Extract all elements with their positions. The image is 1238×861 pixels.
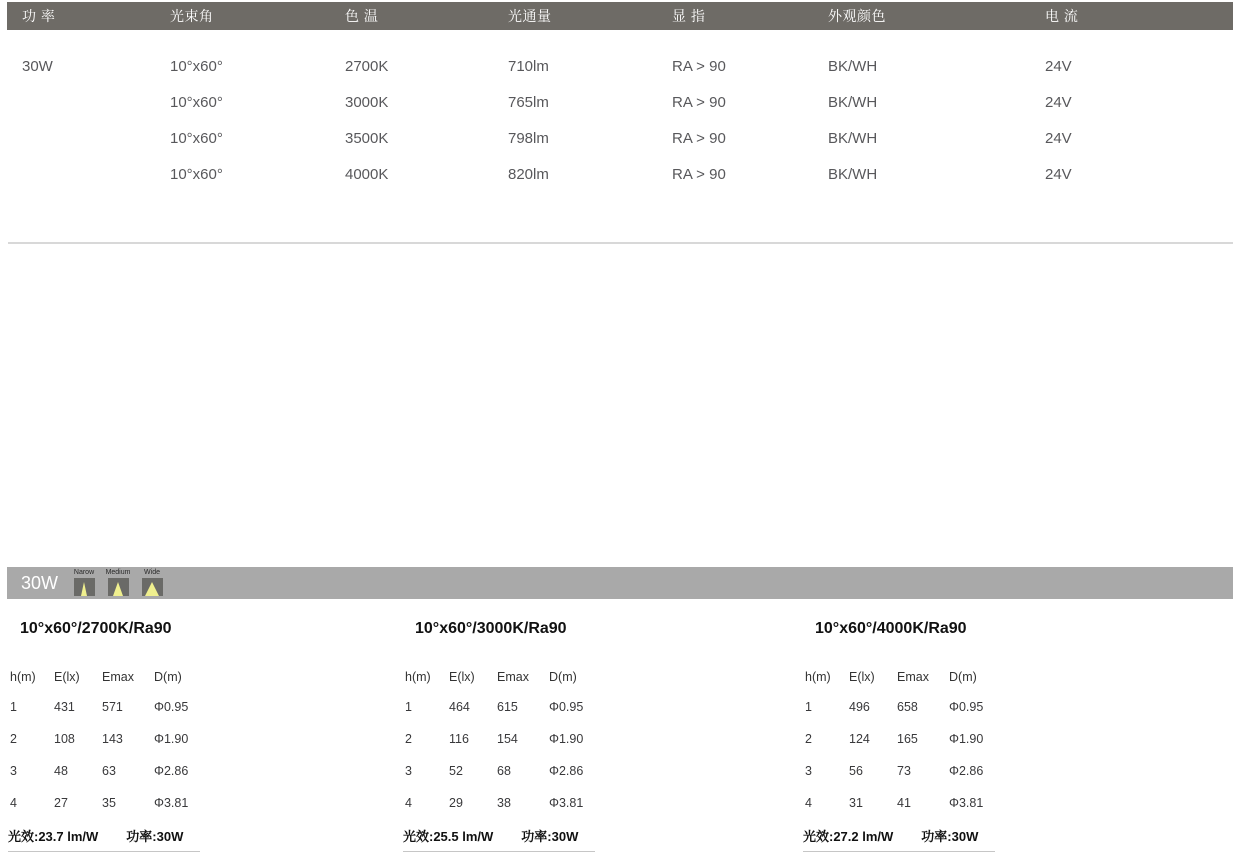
- val-lux: 464: [449, 700, 470, 714]
- cell-beam-angle: 10°x60°: [170, 129, 223, 147]
- val-emax: 73: [897, 764, 911, 778]
- photometric-table-title: 10°x60°/4000K/Ra90: [815, 620, 967, 637]
- cell-current: 24V: [1045, 165, 1072, 183]
- col-lux: E(lx): [449, 670, 475, 684]
- photometric-table-2700k: [8, 612, 248, 858]
- val-emax: 35: [102, 796, 116, 810]
- val-height: 1: [405, 700, 412, 714]
- cell-beam-angle: 10°x60°: [170, 165, 223, 183]
- wide-beam-label: Wide: [144, 569, 160, 576]
- cell-finish: BK/WH: [828, 93, 878, 111]
- col-height: h(m): [10, 670, 36, 684]
- val-height: 4: [805, 796, 812, 810]
- col-diameter: D(m): [949, 670, 977, 684]
- spec-table-row: [7, 89, 1233, 115]
- narrow-beam-icon: [72, 568, 96, 596]
- col-emax: Emax: [102, 670, 134, 684]
- cell-cct: 4000K: [345, 165, 389, 183]
- photometric-row: [8, 796, 248, 810]
- spec-table-row: [7, 125, 1233, 151]
- photometric-footer: [803, 826, 995, 852]
- cell-beam-angle: 10°x60°: [170, 93, 223, 111]
- cell-power: 30W: [22, 57, 53, 75]
- spec-table-row: [7, 161, 1233, 187]
- photometric-row: [403, 796, 643, 810]
- photometric-row: [8, 764, 248, 778]
- val-height: 2: [405, 732, 412, 746]
- medium-beam-glyph: [108, 578, 129, 596]
- cell-cri: RA > 90: [672, 165, 726, 183]
- val-diameter: Φ2.86: [949, 764, 984, 778]
- val-diameter: Φ1.90: [949, 732, 984, 746]
- val-height: 2: [805, 732, 812, 746]
- val-lux: 29: [449, 796, 463, 810]
- val-height: 3: [405, 764, 412, 778]
- section-divider: [8, 242, 1233, 244]
- val-emax: 41: [897, 796, 911, 810]
- cell-cct: 3500K: [345, 129, 389, 147]
- val-lux: 27: [54, 796, 68, 810]
- spec-header-beam-angle: 光束角: [170, 8, 214, 24]
- val-lux: 56: [849, 764, 863, 778]
- photometric-footer: [8, 826, 200, 852]
- photometric-row: [803, 796, 1043, 810]
- val-height: 1: [805, 700, 812, 714]
- section-power-label: 30W: [21, 573, 59, 593]
- val-diameter: Φ2.86: [549, 764, 584, 778]
- spec-header-flux: 光通量: [508, 8, 552, 24]
- val-diameter: Φ3.81: [949, 796, 984, 810]
- cell-cct: 2700K: [345, 57, 389, 75]
- cell-finish: BK/WH: [828, 129, 878, 147]
- val-diameter: Φ1.90: [154, 732, 189, 746]
- col-lux: E(lx): [54, 670, 80, 684]
- val-emax: 658: [897, 700, 918, 714]
- photometric-row: [803, 732, 1043, 746]
- photometric-row: [803, 700, 1043, 714]
- val-height: 4: [10, 796, 17, 810]
- photometric-header-row: [8, 670, 248, 684]
- cell-cri: RA > 90: [672, 57, 726, 75]
- photometric-row: [403, 700, 643, 714]
- photometric-section-bar: [7, 567, 1233, 599]
- val-lux: 48: [54, 764, 68, 778]
- val-lux: 116: [449, 732, 469, 746]
- spec-header-cri: 显 指: [672, 8, 706, 24]
- efficacy-value: 光效:27.2 lm/W: [803, 829, 894, 844]
- power-value: 功率:30W: [921, 829, 979, 844]
- photometric-table-title: 10°x60°/2700K/Ra90: [20, 620, 172, 637]
- val-lux: 52: [449, 764, 463, 778]
- val-emax: 38: [497, 796, 511, 810]
- photometric-row: [8, 700, 248, 714]
- photometric-header-row: [403, 670, 643, 684]
- spec-header-finish: 外观颜色: [828, 8, 886, 24]
- val-emax: 143: [102, 732, 123, 746]
- cell-current: 24V: [1045, 129, 1072, 147]
- photometric-table-4000k: [803, 612, 1043, 858]
- val-emax: 571: [102, 700, 123, 714]
- medium-beam-icon: [106, 568, 130, 596]
- val-height: 2: [10, 732, 17, 746]
- spec-table-header-row: [7, 2, 1233, 30]
- spec-header-power: 功 率: [22, 8, 56, 24]
- photometric-table-3000k: [403, 612, 643, 858]
- cell-current: 24V: [1045, 57, 1072, 75]
- medium-beam-label: Medium: [105, 569, 131, 576]
- col-diameter: D(m): [549, 670, 577, 684]
- cell-flux: 820lm: [508, 165, 549, 183]
- col-height: h(m): [405, 670, 431, 684]
- val-diameter: Φ2.86: [154, 764, 189, 778]
- wide-beam-glyph: [142, 578, 163, 596]
- cell-finish: BK/WH: [828, 57, 878, 75]
- val-height: 3: [10, 764, 17, 778]
- val-diameter: Φ3.81: [549, 796, 584, 810]
- val-emax: 615: [497, 700, 518, 714]
- val-emax: 154: [497, 732, 518, 746]
- cell-cct: 3000K: [345, 93, 389, 111]
- cell-flux: 765lm: [508, 93, 549, 111]
- cell-beam-angle: 10°x60°: [170, 57, 223, 75]
- efficacy-value: 光效:23.7 lm/W: [8, 829, 99, 844]
- val-lux: 108: [54, 732, 75, 746]
- photometric-footer: [403, 826, 595, 852]
- col-emax: Emax: [497, 670, 529, 684]
- beam-icons-group: [72, 568, 164, 599]
- photometric-header-row: [803, 670, 1043, 684]
- val-lux: 31: [849, 796, 863, 810]
- col-lux: E(lx): [849, 670, 875, 684]
- val-height: 4: [405, 796, 412, 810]
- spec-header-current: 电 流: [1045, 8, 1079, 24]
- col-height: h(m): [805, 670, 831, 684]
- narrow-beam-label: Narow: [73, 569, 95, 576]
- spec-table-row: [7, 53, 1233, 79]
- narrow-beam-glyph: [74, 578, 95, 596]
- photometric-row: [803, 764, 1043, 778]
- cell-flux: 798lm: [508, 129, 549, 147]
- cell-cri: RA > 90: [672, 129, 726, 147]
- power-value: 功率:30W: [521, 829, 579, 844]
- val-emax: 63: [102, 764, 116, 778]
- wide-beam-icon: [140, 568, 164, 596]
- spec-header-cct: 色 温: [345, 8, 379, 24]
- cell-flux: 710lm: [508, 57, 549, 75]
- photometric-table-title: 10°x60°/3000K/Ra90: [415, 620, 567, 637]
- val-emax: 165: [897, 732, 918, 746]
- val-diameter: Φ0.95: [154, 700, 189, 714]
- col-diameter: D(m): [154, 670, 182, 684]
- power-value: 功率:30W: [126, 829, 184, 844]
- cell-cri: RA > 90: [672, 93, 726, 111]
- cell-current: 24V: [1045, 93, 1072, 111]
- val-lux: 496: [849, 700, 870, 714]
- val-diameter: Φ0.95: [549, 700, 584, 714]
- val-lux: 124: [849, 732, 870, 746]
- photometric-row: [403, 764, 643, 778]
- efficacy-value: 光效:25.5 lm/W: [403, 829, 494, 844]
- val-height: 1: [10, 700, 17, 714]
- val-diameter: Φ0.95: [949, 700, 984, 714]
- col-emax: Emax: [897, 670, 929, 684]
- val-diameter: Φ1.90: [549, 732, 584, 746]
- val-lux: 431: [54, 700, 75, 714]
- val-emax: 68: [497, 764, 511, 778]
- val-diameter: Φ3.81: [154, 796, 189, 810]
- val-height: 3: [805, 764, 812, 778]
- photometric-row: [403, 732, 643, 746]
- cell-finish: BK/WH: [828, 165, 878, 183]
- photometric-row: [8, 732, 248, 746]
